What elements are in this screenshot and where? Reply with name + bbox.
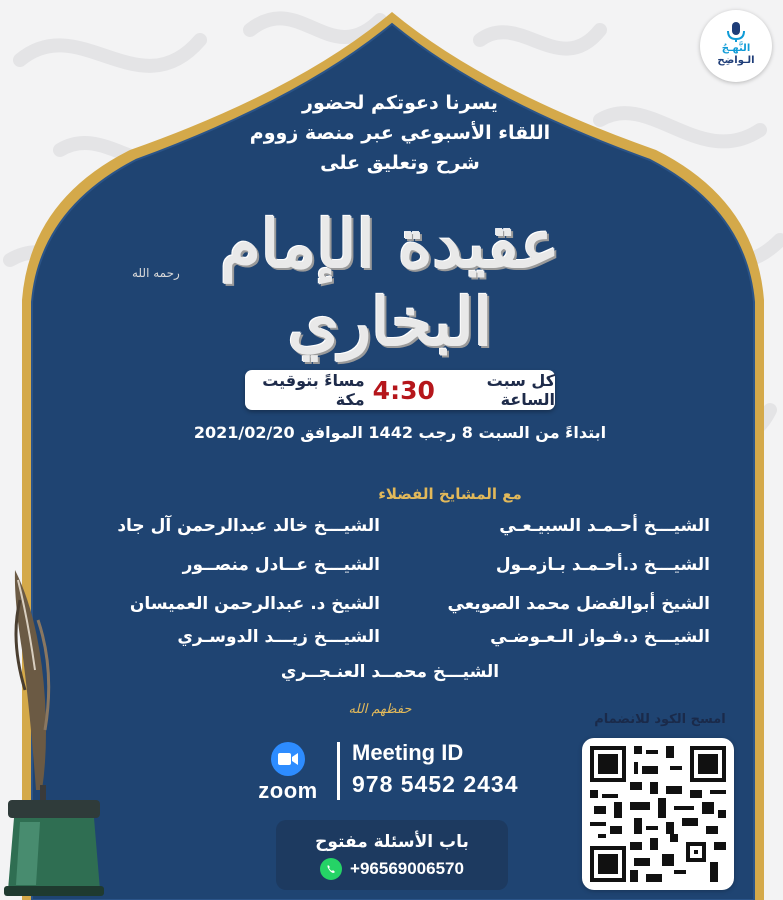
whatsapp-contact[interactable] xyxy=(276,858,508,880)
sheikh-name: الشيخ د. عبدالرحمن العميسان xyxy=(129,594,380,614)
sheikh-name: الشيـــخ زيـــد الدوسـري xyxy=(177,627,380,647)
zoom-logo xyxy=(250,742,326,804)
microphone-icon xyxy=(723,21,749,43)
intro-line-3: شرح وتعليق على xyxy=(320,152,480,174)
whatsapp-icon xyxy=(320,858,342,880)
intro-line-2: اللقاء الأسبوعي عبر منصة زووم xyxy=(249,122,551,144)
divider xyxy=(337,742,340,800)
qr-code-pattern xyxy=(590,746,726,882)
sheikh-name: الشيـــخ محمــد العنـجــري xyxy=(280,662,500,682)
zoom-brand-text: zoom xyxy=(258,778,318,803)
logo-text-line2: الـواضِح xyxy=(717,55,755,66)
logo-text-line1: النَّهـجُ xyxy=(721,43,751,54)
hafiz-calligraphy: حفظهم الله xyxy=(348,702,412,717)
title-honorific: رحمه الله xyxy=(132,266,180,280)
sheikh-name: الشيـــخ د.فـواز الـعـوضـي xyxy=(490,627,710,647)
sheikh-name: الشيـــخ أحـمـد السبيـعـي xyxy=(499,516,710,536)
questions-box xyxy=(276,820,508,890)
sheikh-name: الشيـــخ عــادل منصــور xyxy=(182,555,380,575)
schedule-start-date: ابتداءً من السبت 8 رجب 1442 الموافق 2021/02/20 xyxy=(193,423,607,442)
sheikh-name: الشيـــخ د.أحـمـد بـازمـول xyxy=(495,555,710,575)
qr-label: امسح الكود للانضمام xyxy=(594,712,726,727)
lecture-title: عقيدة الإمام البخاري xyxy=(220,205,560,361)
sheikh-name: الشيخ أبوالفضل محمد الصويعي xyxy=(447,594,710,614)
quill-inkwell-illustration xyxy=(0,560,110,900)
schedule-time: 4:30 xyxy=(372,375,435,405)
meeting-id-label: Meeting ID xyxy=(352,740,464,765)
sheikhs-heading: مع المشايخ الفضلاء xyxy=(378,485,522,503)
video-camera-icon xyxy=(271,742,305,776)
intro-line-1: يسرنا دعوتكم لحضور xyxy=(302,92,498,114)
sheikh-name: الشيـــخ خالد عبدالرحمن آل جاد xyxy=(117,516,380,536)
schedule-after-time: مساءً بتوقيت مكة xyxy=(262,371,365,409)
whatsapp-phone-number[interactable]: +96569006570 xyxy=(350,859,464,878)
meeting-id-value[interactable]: 978 5452 2434 xyxy=(352,771,519,797)
qr-code[interactable] xyxy=(582,738,734,890)
brand-logo xyxy=(700,10,772,82)
schedule-before-time: كل سبت الساعة xyxy=(486,371,555,409)
questions-title: باب الأسئلة مفتوح xyxy=(315,832,469,852)
schedule-time-pill xyxy=(245,370,555,410)
